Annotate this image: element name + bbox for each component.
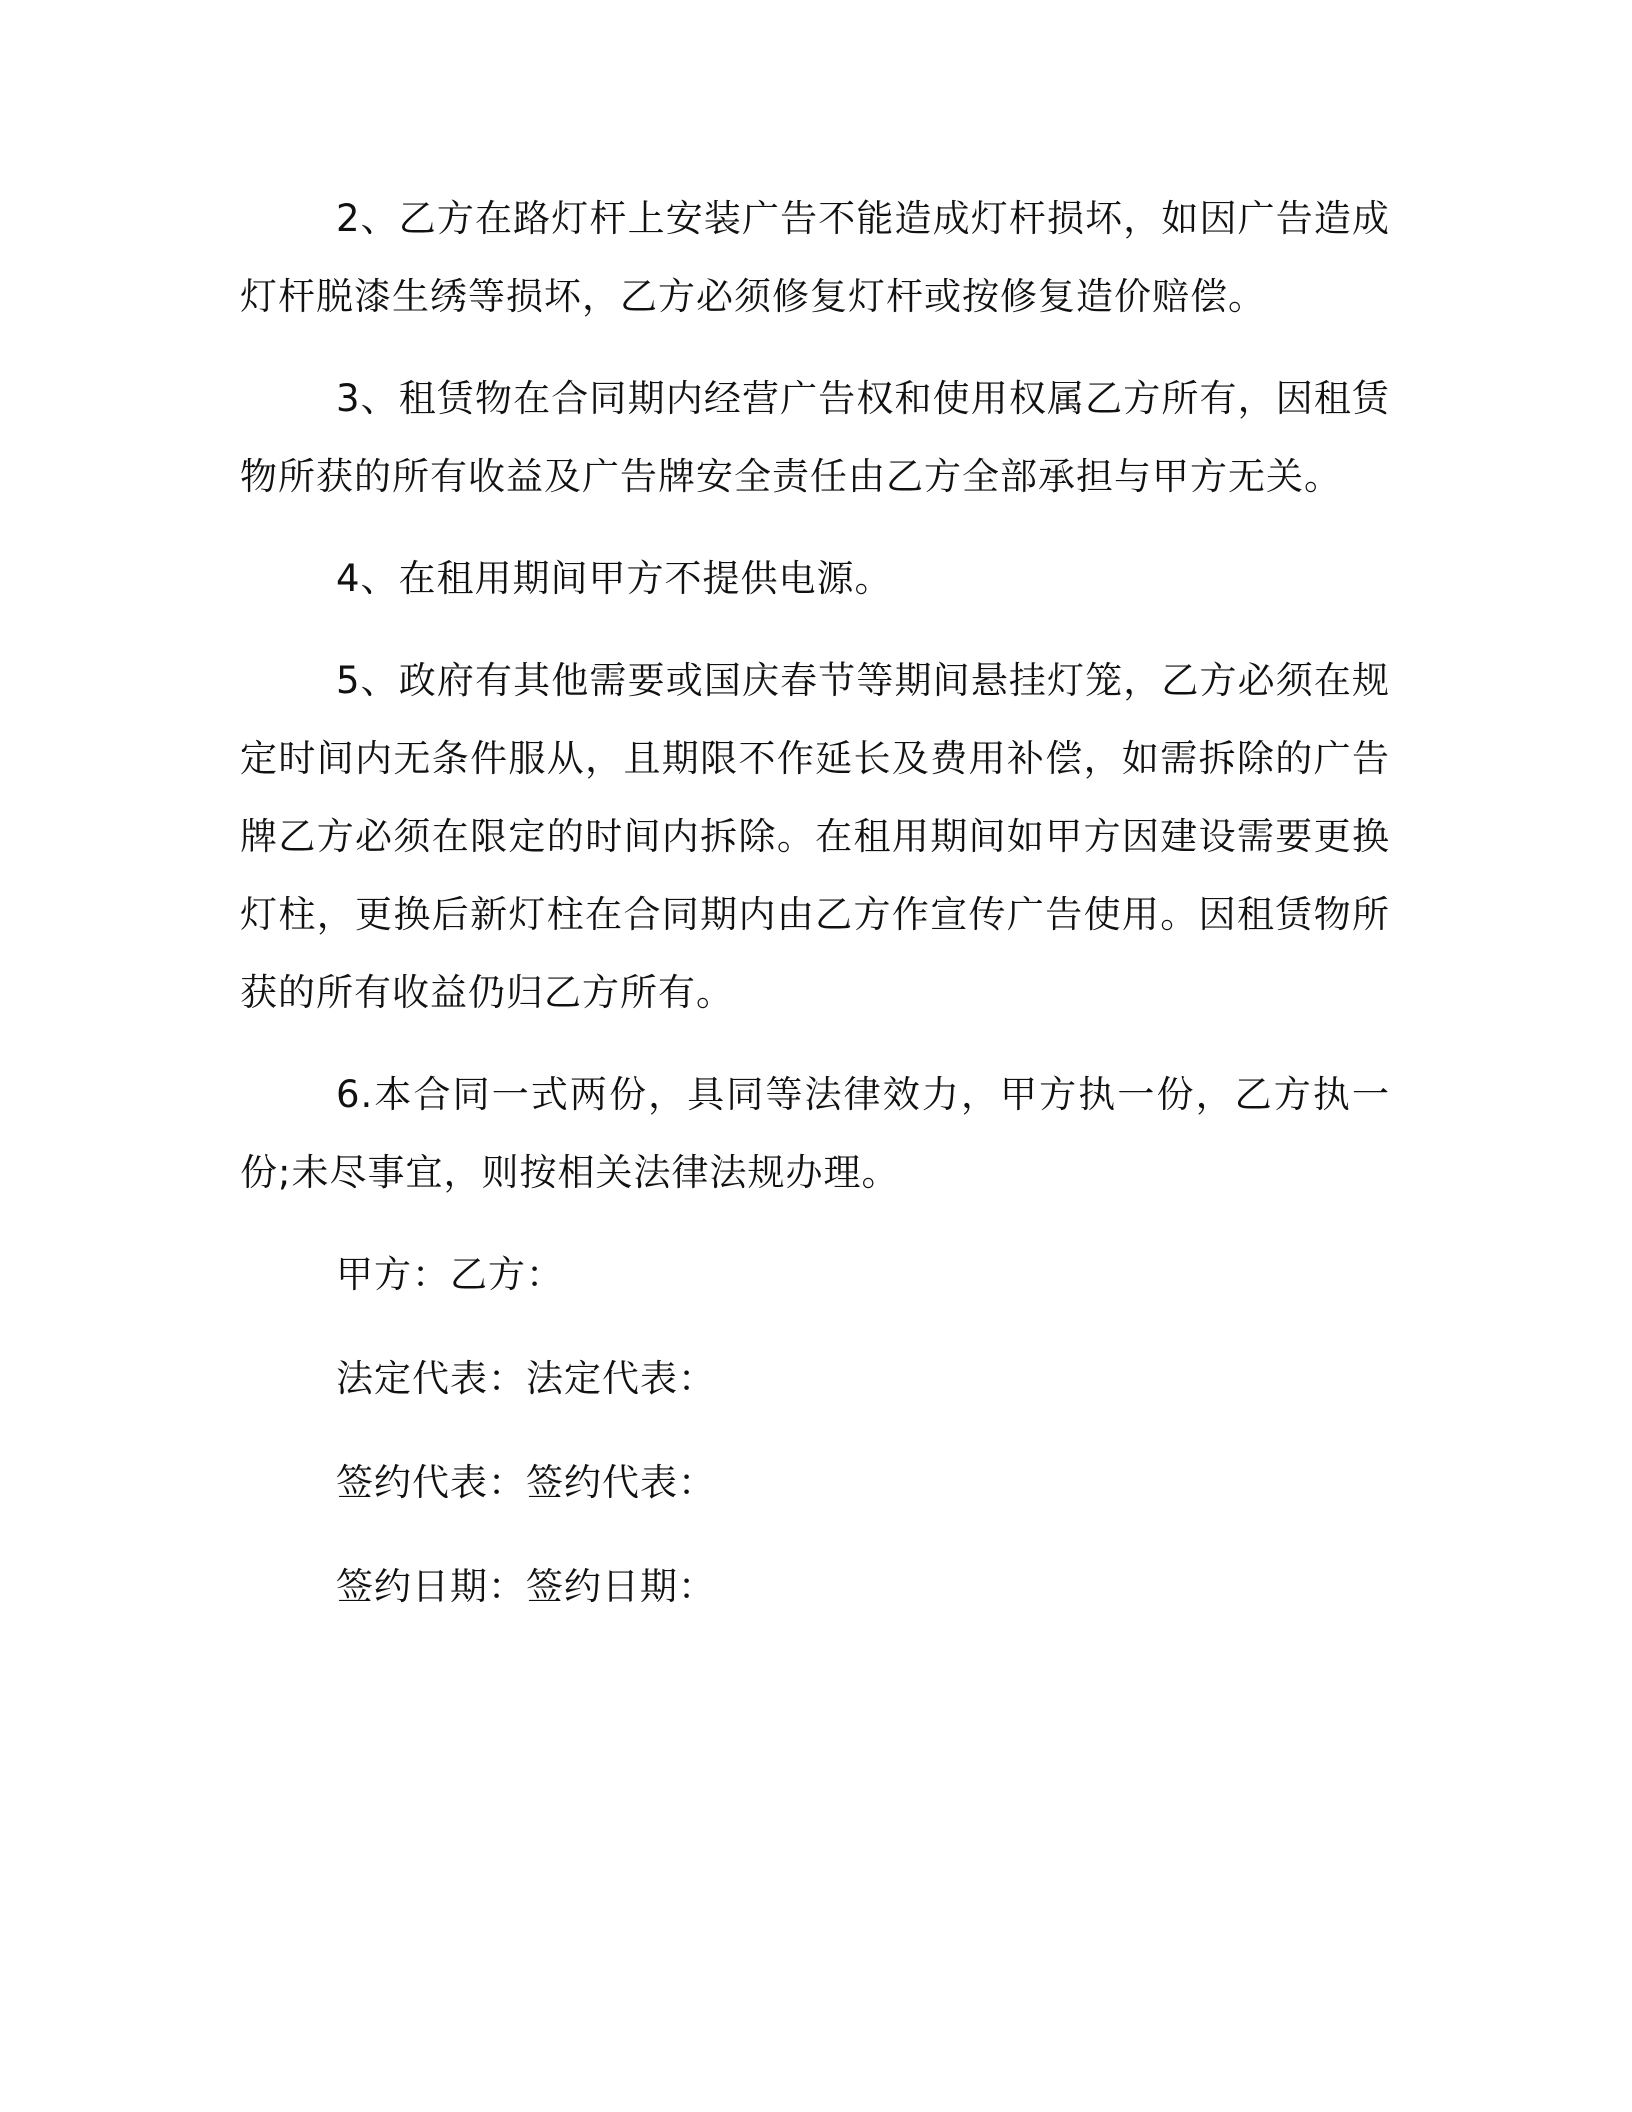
clause-5: 5、政府有其他需要或国庆春节等期间悬挂灯笼，乙方必须在规定时间内无条件服从，且期限不作延长及费用补偿，如需拆除的广告牌乙方必须在限定的时间内拆除。在租用期间如甲方因建设需要更换灯柱，更换后新灯柱在合同期内由乙方作宣传广告使用。因租赁物所获的所有收益仍归乙方所有。 [240,659,1390,1014]
document-page [240,180,1390,1652]
signature-legal-rep: 法定代表：法定代表： [336,1357,716,1400]
signature-parties: 甲方：乙方： [336,1253,564,1296]
clause-4: 4、在租用期间甲方不提供电源。 [336,557,893,600]
clause-2: 2、乙方在路灯杆上安装广告不能造成灯杆损坏，如因广告造成灯杆脱漆生绣等损坏，乙方必须修复灯杆或按修复造价赔偿。 [240,197,1390,318]
clause-3: 3、租赁物在合同期内经营广告权和使用权属乙方所有，因租赁物所获的所有收益及广告牌安全责任由乙方全部承担与甲方无关。 [240,377,1390,498]
signature-signing-rep: 签约代表：签约代表： [336,1461,716,1504]
signature-date: 签约日期：签约日期： [336,1565,716,1608]
signature-block [240,1236,1390,1626]
clause-6: 6.本合同一式两份，具同等法律效力，甲方执一份，乙方执一份;未尽事宜，则按相关法律法规办理。 [240,1073,1390,1194]
